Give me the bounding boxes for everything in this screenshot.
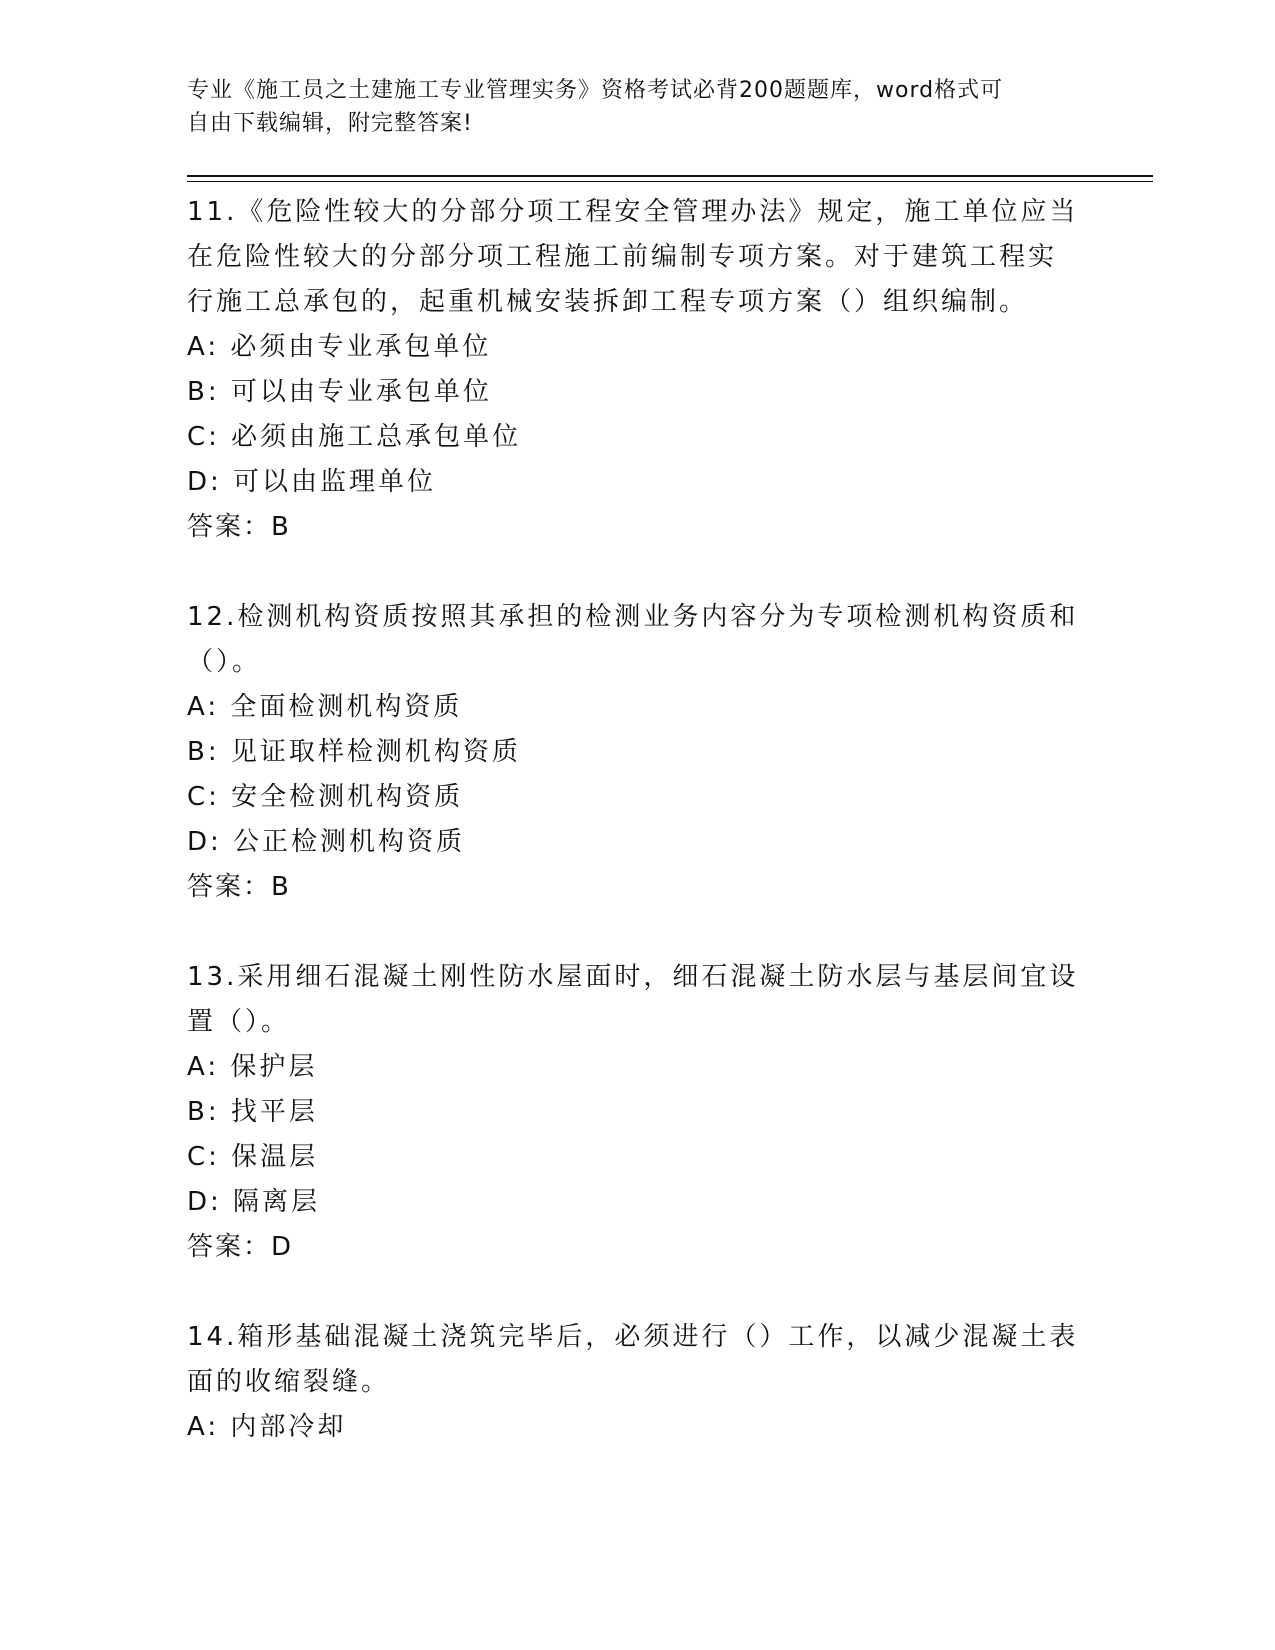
- document-header: [187, 74, 1067, 140]
- question-text-line: 13.采用细石混凝土刚性防水屋面时，细石混凝土防水层与基层间宜设: [187, 962, 1079, 992]
- question-13: [187, 955, 1087, 1270]
- option-a: A: 保护层: [187, 1052, 318, 1082]
- option-a: A: 内部冷却: [187, 1412, 347, 1442]
- question-text-line: 11.《危险性较大的分部分项工程安全管理办法》规定，施工单位应当: [187, 197, 1079, 227]
- question-14: [187, 1315, 1087, 1450]
- question-text-line: 14.箱形基础混凝土浇筑完毕后，必须进行（）工作，以减少混凝土表: [187, 1322, 1079, 1352]
- option-c: C: 保温层: [187, 1142, 319, 1172]
- answer-line: 答案：D: [187, 1232, 294, 1262]
- question-text-line: 置（）。: [187, 1007, 291, 1037]
- option-d: D: 公正检测机构资质: [187, 827, 466, 857]
- answer-line: 答案：B: [187, 512, 291, 542]
- header-divider-thick: [187, 175, 1153, 177]
- question-text-line: 12.检测机构资质按照其承担的检测业务内容分为专项检测机构资质和: [187, 602, 1079, 632]
- question-11: [187, 190, 1087, 550]
- option-a: A: 全面检测机构资质: [187, 692, 463, 722]
- spacer: [187, 910, 1087, 955]
- answer-line: 答案：B: [187, 872, 291, 902]
- question-text-line: （）。: [187, 647, 262, 677]
- header-divider-thin: [187, 181, 1153, 182]
- option-b: B: 可以由专业承包单位: [187, 377, 492, 407]
- option-d: D: 隔离层: [187, 1187, 321, 1217]
- header-line-1: 专业《施工员之土建施工专业管理实务》资格考试必背200题题库，word格式可: [187, 78, 1004, 103]
- option-c: C: 安全检测机构资质: [187, 782, 464, 812]
- option-c: C: 必须由施工总承包单位: [187, 422, 522, 452]
- spacer: [187, 550, 1087, 595]
- option-b: B: 找平层: [187, 1097, 318, 1127]
- option-b: B: 见证取样检测机构资质: [187, 737, 521, 767]
- question-text-line: 在危险性较大的分部分项工程施工前编制专项方案。对于建筑工程实: [187, 242, 1058, 272]
- option-a: A: 必须由专业承包单位: [187, 332, 492, 362]
- header-line-2: 自由下载编辑，附完整答案!: [187, 111, 473, 136]
- question-text-line: 行施工总承包的，起重机械安装拆卸工程专项方案（）组织编制。: [187, 287, 1029, 317]
- question-list: [187, 190, 1087, 1450]
- option-d: D: 可以由监理单位: [187, 467, 437, 497]
- question-12: [187, 595, 1087, 910]
- question-text-line: 面的收缩裂缝。: [187, 1367, 391, 1397]
- spacer: [187, 1270, 1087, 1315]
